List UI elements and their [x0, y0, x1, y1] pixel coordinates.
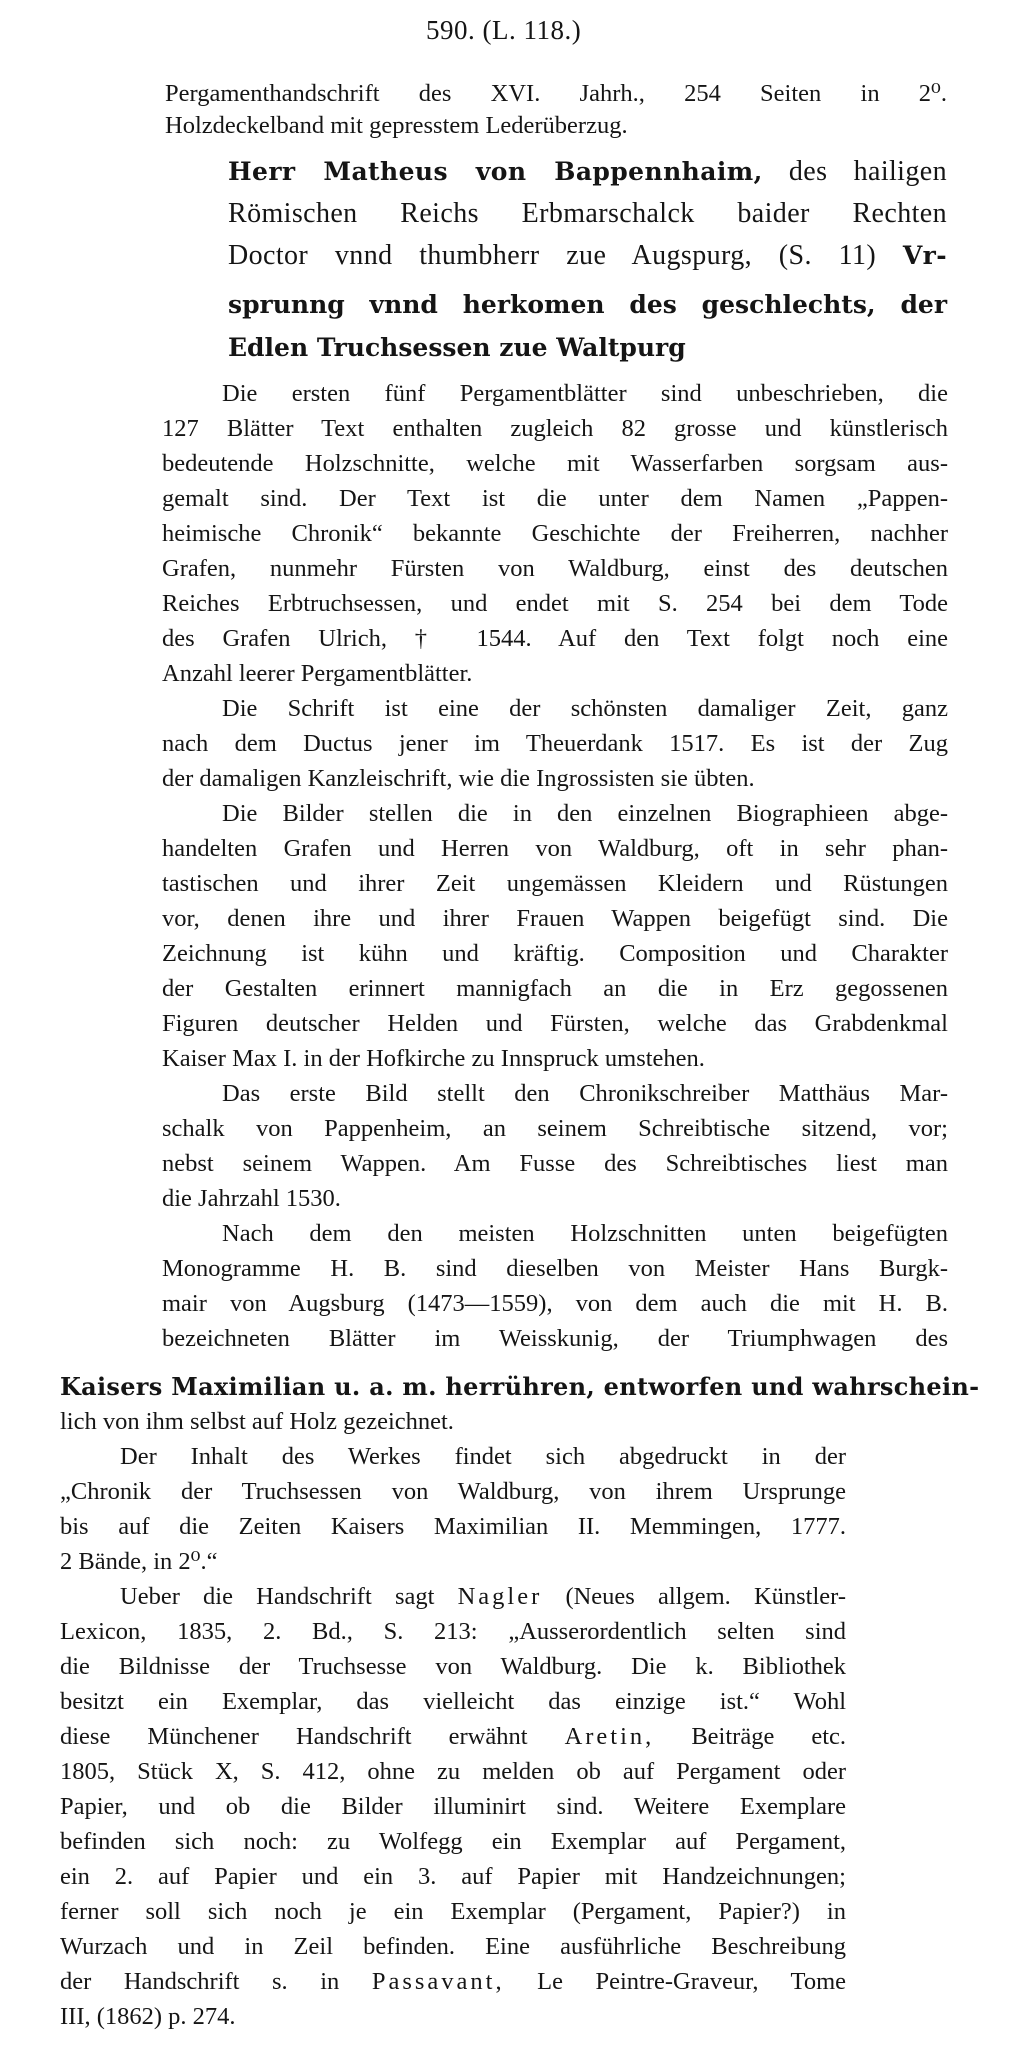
body-line: vor, denen ihre und ihrer Frauen Wappen beigefügt sind. Die — [162, 905, 948, 932]
title-line: Römischen Reichs Erbmarschalck baider Rechten — [228, 198, 947, 229]
body-line: Der Inhalt des Werkes findet sich abgedruckt in der — [120, 1443, 846, 1470]
body-line: bezeichneten Blätter im Weisskunig, der Triumphwagen des — [162, 1325, 948, 1352]
body-line: ferner soll sich noch je ein Exemplar (Pergament, Papier?) in — [60, 1898, 846, 1925]
body-line: Nach dem den meisten Holzschnitten unten beigefügten — [222, 1220, 948, 1247]
body-line — [60, 1966, 846, 1998]
author-name-aretin: Aretin, — [564, 1723, 655, 1750]
title-line: sprunng vnnd herkomen des geschlechts, der — [228, 290, 947, 319]
body-line: 1805, Stück X, S. 412, ohne zu melden ob auf Pergament oder — [60, 1758, 846, 1785]
body-line: Reiches Erbtruchsessen, und endet mit S. 254 bei dem Tode — [162, 590, 948, 617]
body-line: bedeutende Holzschnitte, welche mit Wasserfarben sorgsam aus- — [162, 450, 948, 477]
body-line: besitzt ein Exemplar, das vielleicht das einzige ist.“ Wohl — [60, 1688, 846, 1715]
intro-line: Holzdeckelband mit gepresstem Lederüberzug. — [165, 112, 628, 139]
body-line: schalk von Pappenheim, an seinem Schreibtische sitzend, vor; — [162, 1115, 948, 1142]
body-line: Kaisers Maximilian u. a. m. herrühren, entworfen und wahrschein- — [60, 1372, 980, 1401]
body-text: diese Münchener Handschrift erwähnt — [60, 1723, 528, 1750]
author-name-nagler: Nagler — [457, 1583, 543, 1610]
body-line: gemalt sind. Der Text ist die unter dem Namen „Pappen- — [162, 485, 948, 512]
title-bold-text: Vr- — [902, 241, 947, 270]
body-line: der damaligen Kanzleischrift, wie die Ingrossisten sie übten. — [162, 765, 755, 792]
body-line: lich von ihm selbst auf Holz gezeichnet. — [60, 1408, 454, 1435]
title-text: Doctor vnnd thumbherr zue Augspurg, (S. 11) — [228, 240, 877, 271]
body-line — [120, 1581, 846, 1613]
body-line: Anzahl leerer Pergamentblätter. — [162, 660, 473, 687]
author-name-passavant: Passavant, — [371, 1968, 505, 1995]
body-line: handelten Grafen und Herren von Waldburg, oft in sehr phan- — [162, 835, 948, 862]
body-line: Lexicon, 1835, 2. Bd., S. 213: „Ausserordentlich selten sind — [60, 1618, 846, 1645]
body-line: Zeichnung ist kühn und kräftig. Composition und Charakter — [162, 940, 948, 967]
title-line — [228, 238, 947, 274]
body-text: (Neues allgem. Künstler- — [565, 1583, 846, 1610]
body-line: Wurzach und in Zeil befinden. Eine ausführliche Beschreibung — [60, 1933, 846, 1960]
body-text: Ueber die Handschrift sagt — [120, 1583, 435, 1610]
body-line: bis auf die Zeiten Kaisers Maximilian II. Memmingen, 1777. — [60, 1513, 846, 1540]
body-line: Figuren deutscher Helden und Fürsten, welche das Grabdenkmal — [162, 1010, 948, 1037]
body-line: Grafen, nunmehr Fürsten von Waldburg, einst des deutschen — [162, 555, 948, 582]
title-author-name: Herr Matheus von Bappennhaim, — [228, 157, 763, 186]
body-line: die Bildnisse der Truchsesse von Waldburg. Die k. Bibliothek — [60, 1653, 846, 1680]
title-line: Edlen Truchsessen zue Waltpurg — [228, 333, 686, 362]
body-line: 127 Blätter Text enthalten zugleich 82 grosse und künstlerisch — [162, 415, 948, 442]
body-line: 2 Bände, in 2⁰.“ — [60, 1548, 218, 1575]
body-line: Papier, und ob die Bilder illuminirt sind. Weitere Exemplare — [60, 1793, 846, 1820]
body-line: III, (1862) p. 274. — [60, 2003, 236, 2030]
body-line — [60, 1721, 846, 1753]
body-text: der Handschrift s. in — [60, 1968, 340, 1995]
body-line: Das erste Bild stellt den Chronikschreiber Matthäus Mar- — [222, 1080, 948, 1107]
body-line: die Jahrzahl 1530. — [162, 1185, 341, 1212]
body-line: befinden sich noch: zu Wolfegg ein Exemplar auf Pergament, — [60, 1828, 846, 1855]
body-line: des Grafen Ulrich, † 1544. Auf den Text folgt noch eine — [162, 625, 948, 652]
body-line: „Chronik der Truchsessen von Waldburg, von ihrem Ursprunge — [60, 1478, 846, 1505]
intro-line: Pergamenthandschrift des XVI. Jahrh., 254 Seiten in 2⁰. — [165, 80, 947, 107]
body-line: nach dem Ductus jener im Theuerdank 1517. Es ist der Zug — [162, 730, 948, 757]
body-line: Kaiser Max I. in der Hofkirche zu Innspruck umstehen. — [162, 1045, 705, 1072]
body-line: Die Schrift ist eine der schönsten damaliger Zeit, ganz — [222, 695, 948, 722]
title-text: des hailigen — [788, 156, 947, 187]
title-line — [228, 154, 947, 190]
body-line: der Gestalten erinnert mannigfach an die in Erz gegossenen — [162, 975, 948, 1002]
body-text: Beiträge etc. — [691, 1723, 847, 1750]
body-line: tastischen und ihrer Zeit ungemässen Kleidern und Rüstungen — [162, 870, 948, 897]
body-line: mair von Augsburg (1473—1559), von dem auch die mit H. B. — [162, 1290, 948, 1317]
body-line: ein 2. auf Papier und ein 3. auf Papier mit Handzeichnungen; — [60, 1863, 846, 1890]
body-line: Die Bilder stellen die in den einzelnen Biographieen abge- — [222, 800, 948, 827]
body-line: Die ersten fünf Pergamentblätter sind unbeschrieben, die — [222, 380, 948, 407]
body-line: Monogramme H. B. sind dieselben von Meister Hans Burgk- — [162, 1255, 948, 1282]
page-header: 590. (L. 118.) — [426, 15, 582, 45]
body-text: Le Peintre-Graveur, Tome — [537, 1968, 846, 1995]
body-line: heimische Chronik“ bekannte Geschichte der Freiherren, nachher — [162, 520, 948, 547]
body-line: nebst seinem Wappen. Am Fusse des Schreibtisches liest man — [162, 1150, 948, 1177]
